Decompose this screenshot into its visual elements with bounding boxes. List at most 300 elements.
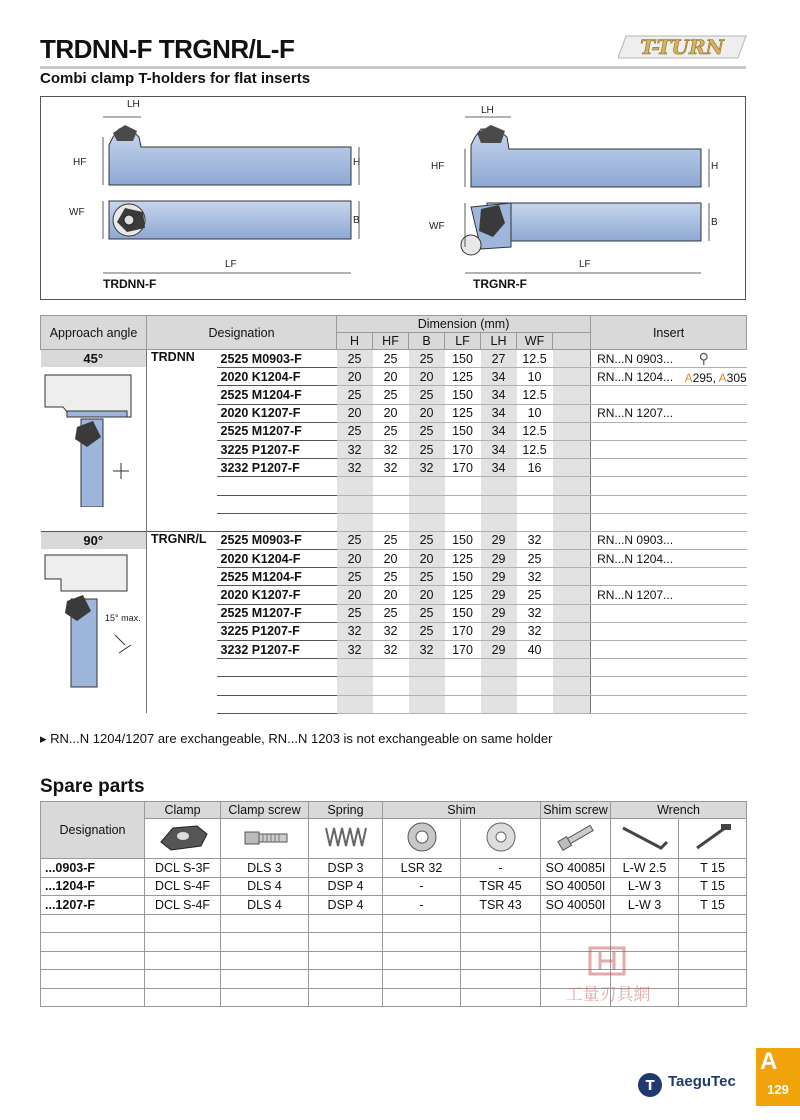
spare-designation-header: Designation [41,802,145,859]
l-wrench-icon [615,820,675,854]
spare-row [41,877,747,896]
dimension-value: 34 [481,459,517,477]
dimension-value: 170 [445,440,481,458]
t-wrench-code [679,933,747,952]
insert-type: RN...N 1207... [591,586,697,604]
dimension-value: 32 [337,440,373,458]
dimension-value: 20 [373,550,409,568]
shim-screw-code: SO 40085I [541,859,611,878]
designation-code: 2525 M1204-F [217,568,337,586]
dimension-value: 32 [373,459,409,477]
dimension-value: 25 [409,422,445,440]
designation-code: 2525 M1207-F [217,604,337,622]
wrench-header: Wrench [611,802,747,819]
l-wrench-part-image [611,819,679,859]
exchangeability-note [40,731,552,747]
designation-code: 2525 M1207-F [217,422,337,440]
dimension-value [445,659,481,677]
holder-45-icon [41,367,147,507]
clamp-screw-code [221,988,309,1007]
spare-designation [41,970,145,989]
dimension-value: 25 [409,386,445,404]
dimension-value [373,495,409,513]
dimension-value: 150 [445,422,481,440]
insert-type: RN...N 0903... [591,531,697,549]
insert-type [591,695,697,713]
dimension-value: 20 [373,404,409,422]
dimension-spacer [553,422,591,440]
page-subtitle: Combi clamp T-holders for flat inserts [40,70,311,87]
dimension-value: 125 [445,368,481,386]
dimension-value: 34 [481,368,517,386]
spare-designation [41,914,145,933]
clamp-screw-code [221,970,309,989]
dimension-value [337,495,373,513]
dimension-value: 20 [409,586,445,604]
designation-code: 2020 K1207-F [217,404,337,422]
dimension-spacer [553,459,591,477]
insert-reference-cell [697,586,747,604]
dimension-value: 25 [337,531,373,549]
dimension-value: 27 [481,350,517,368]
dimension-spacer [553,495,591,513]
dimension-value: 32 [373,622,409,640]
dimension-value: 25 [409,622,445,640]
shim-screw-code: SO 40050I [541,896,611,915]
col-wf: WF [517,333,553,350]
clamp-screw-icon [235,820,295,854]
note-text: RN...N 1204/1207 are exchangeable, RN...N 1203 is not exchangeable on same holder [50,731,553,746]
col-lf: LF [445,333,481,350]
shim-screw-part-image [541,819,611,859]
dimension-value: 32 [337,622,373,640]
dimension-value: 20 [409,550,445,568]
insert-type [591,477,697,495]
trdnn-side-view [103,117,359,185]
dimension-value: 25 [373,422,409,440]
dimension-value: 25 [373,604,409,622]
dimension-spacer [553,550,591,568]
clamp-code: DCL S-4F [145,896,221,915]
spare-designation: ...1207-F [41,896,145,915]
dimension-value [481,477,517,495]
dimension-spacer [553,404,591,422]
max-angle-label: 15° max. [104,612,141,623]
shim-lsr-code [383,933,461,952]
dimension-value [409,477,445,495]
lf-label-right: LF [579,259,591,270]
designation-code: 2525 M0903-F [217,350,337,368]
insert-reference-cell [697,513,747,531]
dimension-value: 150 [445,531,481,549]
clamp-screw-code [221,951,309,970]
l-wrench-code: L-W 3 [611,896,679,915]
insert-reference-cell [697,495,747,513]
insert-type: RN...N 1204... [591,368,697,386]
dimension-value: 25 [517,550,553,568]
holder-family: TRDNN [151,350,195,364]
clamp-screw-code [221,914,309,933]
dimension-value: 20 [373,368,409,386]
dimension-value: 32 [517,604,553,622]
insert-ref-page-1: 295 [692,370,713,385]
approach-angle-header: Approach angle [41,316,147,350]
t-wrench-part-image [679,819,747,859]
dimension-value: 29 [481,604,517,622]
spring-code [309,914,383,933]
dimension-value: 25 [409,350,445,368]
clamp-screw-code: DLS 4 [221,877,309,896]
insert-type: RN...N 0903... [591,350,697,368]
lh-label-left: LH [127,99,140,110]
shim-lsr-code: - [383,877,461,896]
trgnr-side-view [465,117,709,187]
dimension-value: 170 [445,459,481,477]
dimension-spacer [553,386,591,404]
insert-ref-section-b: A [718,370,727,385]
company-name: TaeguTec [668,1073,736,1090]
holder-table-body [41,350,747,714]
designation-header: Designation [147,316,337,350]
dimension-value: 125 [445,404,481,422]
shim-lsr-code [383,988,461,1007]
dimension-value: 20 [409,368,445,386]
dimension-value [409,659,445,677]
designation-code [217,659,337,677]
dimension-value: 25 [409,568,445,586]
watermark-logo [538,940,678,1020]
insert-ref-section-a: A [684,370,693,385]
shim-tsr-part-image [461,819,541,859]
approach-angle-value: 45° [41,350,147,367]
insert-header: Insert [591,316,747,350]
shim-lsr-part-image [383,819,461,859]
dimension-value [373,659,409,677]
h-label-right: H [711,161,719,172]
insert-reference-cell [697,622,747,640]
spare-row [41,896,747,915]
insert-reference-cell [697,677,747,695]
designation-code [217,677,337,695]
section-tab [756,1048,800,1106]
insert-type [591,622,697,640]
dimension-value: 25 [409,604,445,622]
dimension-value: 20 [373,586,409,604]
spring-code: DSP 4 [309,877,383,896]
designation-code [217,495,337,513]
clamp-code [145,988,221,1007]
dimension-spacer [553,513,591,531]
spring-icon [316,820,376,854]
dimension-value [337,695,373,713]
dimension-value: 12.5 [517,440,553,458]
dimension-value: 25 [409,440,445,458]
dimension-value: 29 [481,568,517,586]
shim-tsr-code: TSR 43 [461,896,541,915]
t-turn-logo [618,32,748,62]
shim-screw-icon [546,820,606,854]
shim-tsr-code: TSR 45 [461,877,541,896]
dimension-value [517,477,553,495]
spring-code [309,951,383,970]
insert-type [591,677,697,695]
t-wrench-code: T 15 [679,859,747,878]
insert-reference-cell [697,550,747,568]
dimension-value [517,677,553,695]
wf-label-right: WF [429,221,445,232]
dimension-value [337,677,373,695]
designation-code [217,477,337,495]
torx-wrench-icon [683,820,743,854]
dimension-value: 20 [337,368,373,386]
insert-type [591,659,697,677]
insert-reference-cell [697,568,747,586]
dimension-spacer [553,531,591,549]
hf-label-left: HF [73,157,87,168]
dimension-value [517,495,553,513]
dimension-value: 34 [481,386,517,404]
shim-ring-icon [392,820,452,854]
clamp-code [145,970,221,989]
page-number: 129 [767,1082,789,1097]
designation-code: 2020 K1204-F [217,550,337,568]
clamp-screw-code [221,933,309,952]
clamp-part-image [145,819,221,859]
dimension-value [481,677,517,695]
designation-code: 2020 K1204-F [217,368,337,386]
dimension-value: 25 [337,604,373,622]
dimension-value [481,695,517,713]
dimension-value [373,695,409,713]
clamp-screw-code: DLS 4 [221,896,309,915]
designation-code: 3232 P1207-F [217,641,337,659]
dimension-value: 12.5 [517,350,553,368]
dimension-value: 150 [445,386,481,404]
dimension-value: 10 [517,368,553,386]
dimension-value: 25 [337,386,373,404]
lh-label-right: LH [481,105,494,116]
insert-reference-cell [697,695,747,713]
dimension-value: 34 [481,440,517,458]
spring-header: Spring [309,802,383,819]
dimension-value: 32 [337,641,373,659]
clamp-header: Clamp [145,802,221,819]
insert-reference-cell [697,422,747,440]
col-lh: LH [481,333,517,350]
dimension-spacer [553,368,591,386]
l-wrench-code: L-W 3 [611,877,679,896]
dimension-value: 32 [517,622,553,640]
t-wrench-code [679,951,747,970]
insert-type [591,459,697,477]
b-label-right: B [711,217,718,228]
dimension-spacer [553,604,591,622]
insert-type: RN...N 1204... [591,550,697,568]
dimension-value: 16 [517,459,553,477]
dimension-value: 10 [517,404,553,422]
spare-parts-title: Spare parts [40,776,145,797]
insert-type [591,386,697,404]
dimension-value: 12.5 [517,422,553,440]
spare-designation [41,933,145,952]
dimension-value: 25 [373,350,409,368]
h-label-left: H [353,157,361,168]
col-spacer [553,333,591,350]
clamp-code [145,951,221,970]
dimension-spacer [553,440,591,458]
dimension-value [409,677,445,695]
dimension-value: 150 [445,350,481,368]
holder-table [40,315,747,714]
insert-type [591,440,697,458]
dimension-spacer [553,622,591,640]
shim-lsr-code [383,951,461,970]
brand-text: T-TURN [640,35,724,59]
dimension-value: 34 [481,422,517,440]
spring-part-image [309,819,383,859]
insert-reference-cell [697,531,747,549]
t-wrench-code [679,988,747,1007]
spare-designation: ...0903-F [41,859,145,878]
svg-text:T: T [645,1079,655,1094]
dimension-value: 20 [337,550,373,568]
insert-reference-cell [697,477,747,495]
holder-row [41,350,747,368]
insert-reference-cell [684,368,747,386]
dimension-value: 32 [409,641,445,659]
insert-ref-separator: , [712,370,719,385]
dimension-value: 32 [373,440,409,458]
approach-angle-cell [41,531,147,713]
dimension-value: 125 [445,586,481,604]
clamp-screw-header: Clamp screw [221,802,309,819]
dimension-value [445,477,481,495]
designation-code: 2525 M1204-F [217,386,337,404]
dimension-spacer [553,641,591,659]
shim-lsr-code: - [383,896,461,915]
dimension-value: 170 [445,641,481,659]
dimension-value [337,659,373,677]
page-title: TRDNN-F TRGNR/L-F [40,34,295,64]
spare-row [41,914,747,933]
designation-code [217,695,337,713]
title-divider [40,66,746,69]
dimension-value: 20 [337,586,373,604]
insert-reference-cell [697,459,747,477]
dimension-value [409,695,445,713]
dimension-value [445,513,481,531]
dimension-value: 25 [373,531,409,549]
dimension-value: 25 [373,386,409,404]
spring-code [309,970,383,989]
designation-code [217,513,337,531]
dimension-value: 32 [337,459,373,477]
clamp-code: DCL S-4F [145,877,221,896]
dimension-value: 29 [481,641,517,659]
insert-type [591,641,697,659]
dimension-value: 29 [481,586,517,604]
spring-code [309,933,383,952]
dimension-spacer [553,695,591,713]
shim-tsr-code [461,914,541,933]
note-bullet-icon: ▸ [40,731,51,746]
dimension-value: 25 [337,568,373,586]
insert-type [591,513,697,531]
insert-reference-cell [697,659,747,677]
designation-code: 3225 P1207-F [217,440,337,458]
dimension-spacer [553,677,591,695]
clamp-screw-part-image [221,819,309,859]
dimension-value: 20 [337,404,373,422]
t-wrench-code [679,914,747,933]
dimension-value [517,695,553,713]
shim-tsr-code: - [461,859,541,878]
holder-family: TRGNR/L [147,531,217,713]
dimension-spacer [553,568,591,586]
dimension-value [445,695,481,713]
shim-screw-code [541,914,611,933]
dimension-value [373,677,409,695]
dimension-value: 150 [445,604,481,622]
dimension-value: 29 [481,550,517,568]
shim-disc-icon [471,820,531,854]
holder-90-icon [41,549,147,689]
dimension-value: 32 [373,641,409,659]
hf-label-right: HF [431,161,445,172]
spring-code [309,988,383,1007]
shim-lsr-code [383,970,461,989]
t-wrench-code [679,970,747,989]
col-b: B [409,333,445,350]
dimension-value: 25 [409,531,445,549]
insert-type [591,495,697,513]
dimension-spacer [553,350,591,368]
dimension-value: 34 [481,404,517,422]
watermark-text: 工量刃具網 [565,985,651,1005]
clamp-code: DCL S-3F [145,859,221,878]
holder-drawing [40,96,746,300]
dimension-header: Dimension (mm) [337,316,591,333]
dimension-value: 29 [481,622,517,640]
shim-lsr-code: LSR 32 [383,859,461,878]
designation-code: 2020 K1207-F [217,586,337,604]
spring-code: DSP 3 [309,859,383,878]
dimension-value [517,659,553,677]
dimension-value [373,513,409,531]
dimension-value [445,677,481,695]
wf-label-left: WF [69,207,85,218]
dimension-value [481,513,517,531]
variant-label-trgnr: TRGNR-F [473,277,527,291]
dimension-value [409,513,445,531]
shim-header: Shim [383,802,541,819]
designation-code: 2525 M0903-F [217,531,337,549]
dimension-value: 125 [445,550,481,568]
clamp-code [145,914,221,933]
col-hf: HF [373,333,409,350]
t-wrench-code: T 15 [679,896,747,915]
designation-code: 3225 P1207-F [217,622,337,640]
dimension-value: 25 [373,568,409,586]
shim-tsr-code [461,951,541,970]
dimension-value [481,495,517,513]
insert-ref-page-2: 305 [726,370,747,385]
insert-reference-cell [697,386,747,404]
spare-row [41,859,747,878]
l-wrench-code [611,914,679,933]
dimension-spacer [553,586,591,604]
t-wrench-code: T 15 [679,877,747,896]
